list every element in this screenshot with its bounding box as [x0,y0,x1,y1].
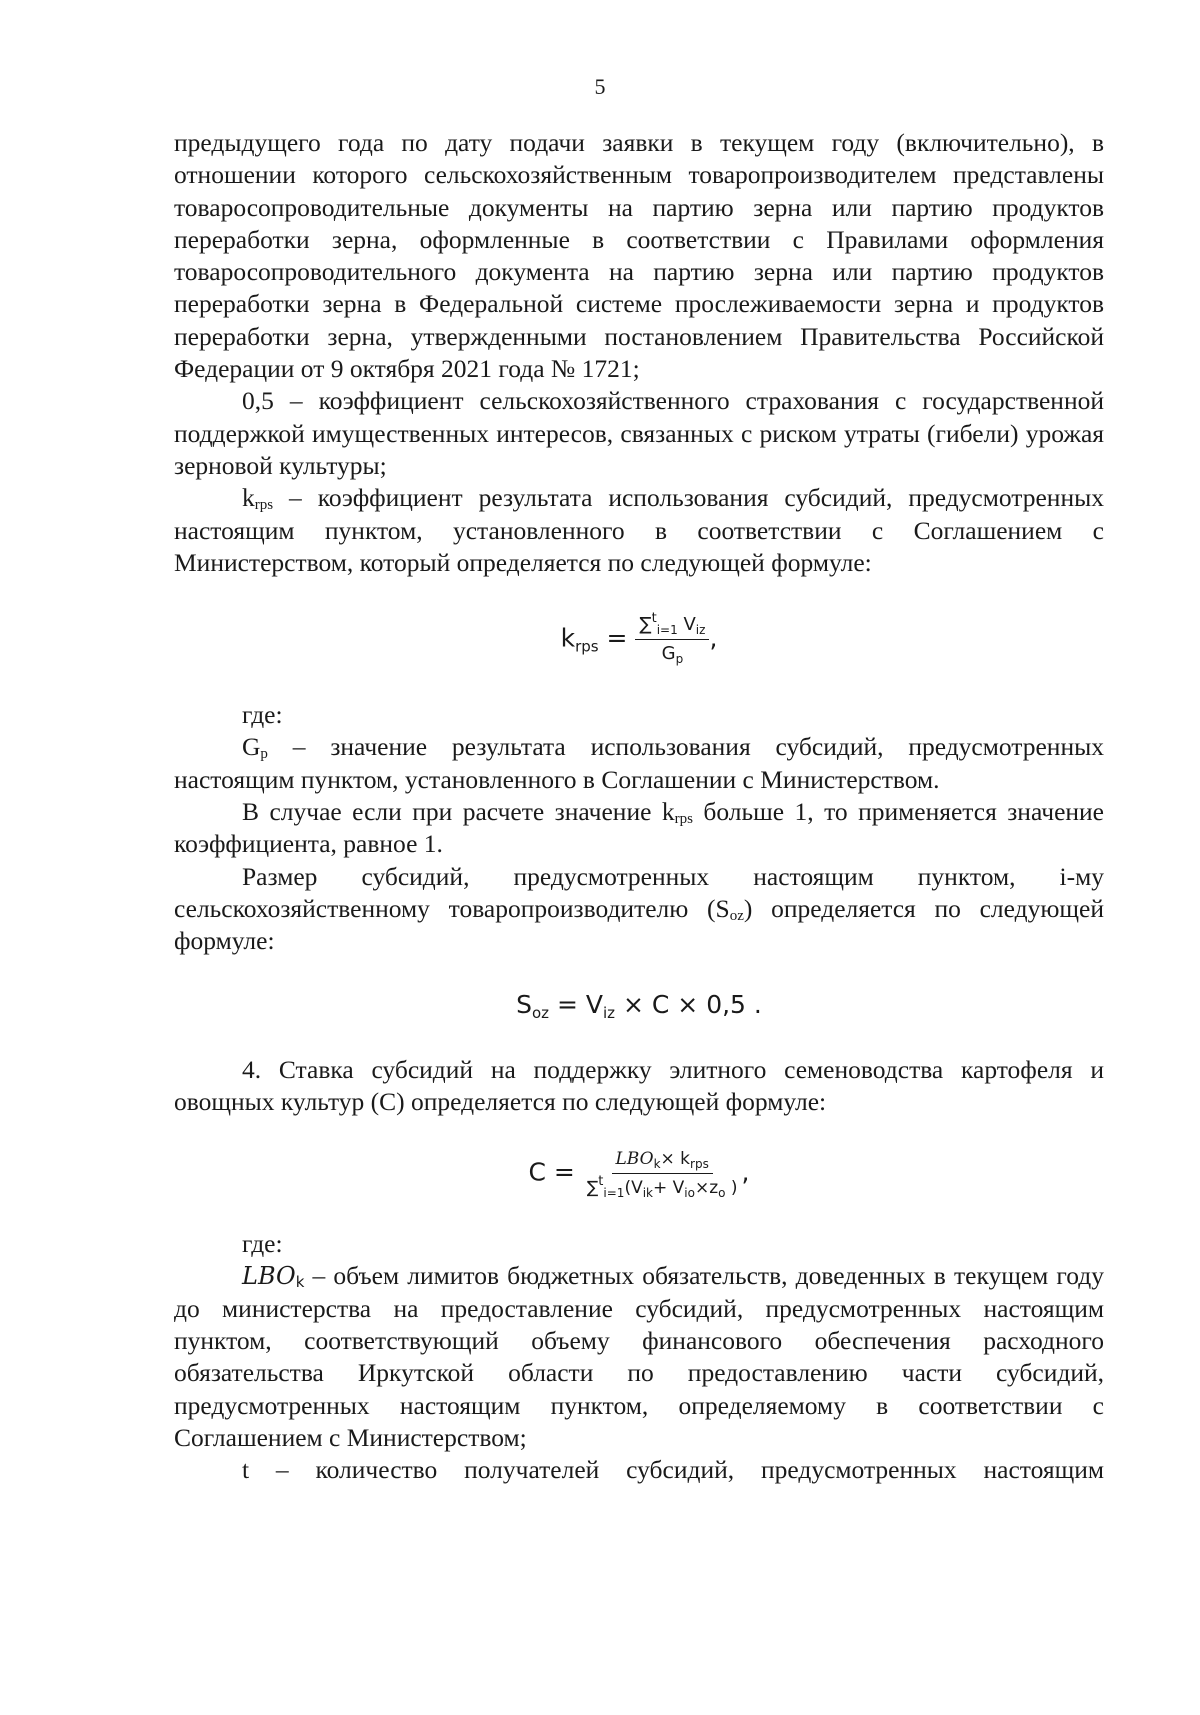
paragraph-krps-cap: В случае если при расчете значение $k_{rps}$ больше 1, то применяется значение коэффициента, равное 1. [174,797,1105,859]
symbol-k: k [242,483,255,513]
where-label: где: [242,700,283,730]
paragraph-lbo-definition: $LBO_k$ – объем лимитов бюджетных обязательств, доведенных в текущем году до министерства на предоставление субсидий, предусмотренных настоящим пунктом, соответствующий объему финансового обеспечения расходного обязательства Иркутской области по предоставлению части субсидий, предусмотренных настоящим пунктом, определяемому в соответствии с Соглашением с Министерством; [174,1261,1104,1452]
paragraph-continuation: предыдущего года по дату подачи заявки в текущем году (включительно), в отношении которого сельскохозяйственным товаропроизводителем представлены товаросопроводительные документы на партию зерна или партию продуктов переработки зерна, оформленные в соответствии с Правилами оформления товаросопроводительного документа на партию зерна или партию продуктов переработки зерна в Федеральной системе прослеживаемости зерна и продуктов переработки зерна, утвержденными постановлением Правительства Российской Федерации от 9 октября 2021 года № 1721; [174,128,1104,384]
formula-soz: $S_{oz} = V_{iz} \times C \times 0,5$ . [516,990,762,1023]
paragraph-gp-definition: $G_p$ – значение результата использования субсидий, предусмотренных настоящим пунктом, установленного в Соглашении с Министерством. [174,732,1104,794]
where-label: где: [242,1229,283,1259]
formula-c: C = $\frac{LBO_k\times k_{rps}}{\sum^t_{i=1}(V_{ik}+ V_{io}\times z_o )}$ , [528,1148,750,1200]
paragraph-t-definition: t – количество получателей субсидий, предусмотренных настоящим [242,1455,1104,1485]
fraction: $\frac{\sum^t_{i=1} V_{iz}}{G_p}$ [635,613,709,666]
paragraph-coefficient-insurance: 0,5 – коэффициент сельскохозяйственного страхования с государственной поддержкой имущественных интересов, связанных с риском утраты (гибели) урожая зерновой культуры; [174,386,1104,480]
paragraph-krps-definition: $k_{rps}$ – коэффициент результата использования субсидий, предусмотренных настоящим пунктом, установленного в соответствии с Соглашением с Министерством, который определяется по следующей формуле: [174,483,1104,577]
formula-krps: $k_{rps}$ = $\frac{\sum^t_{i=1} V_{iz}}{G_p}$ , [560,610,718,666]
fraction: $\frac{LBO_k\times k_{rps}}{\sum^t_{i=1}(V_{ik}+ V_{io}\times z_o )}$ [586,1148,738,1200]
paragraph-section-4: 4. Ставка субсидий на поддержку элитного семеноводства картофеля и овощных культур (С) определяется по следующей формуле: [174,1054,1104,1116]
document-body [174,127,1104,1487]
paragraph-subsidy-size: Размер субсидий, предусмотренных настоящим пунктом, i-му сельскохозяйственному товаропроизводителю $(S_{oz})$ определяется по следующей формуле: [174,861,1105,956]
symbol-k-subscript: rps [254,497,274,514]
page-number: 5 [594,74,606,99]
